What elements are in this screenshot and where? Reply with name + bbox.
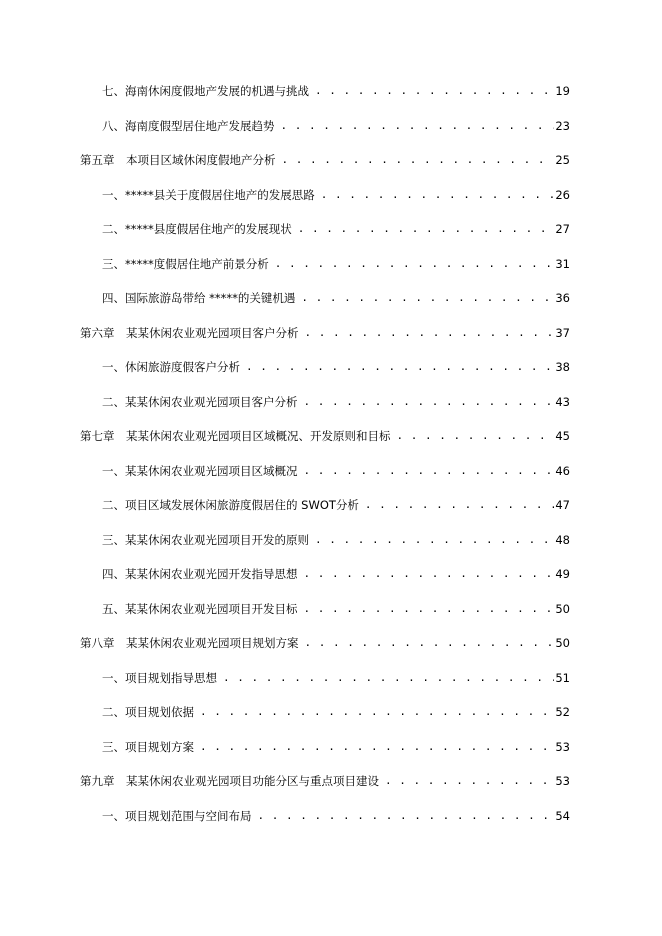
toc-entry[interactable] bbox=[102, 701, 570, 719]
toc-entry-page: 25 bbox=[555, 153, 570, 167]
toc-entry-title: 四、某某休闲农业观光园开发指导思想 bbox=[102, 567, 298, 581]
toc-entry-title: 第七章 某某休闲农业观光园项目区域概况、开发原则和目标 bbox=[80, 429, 391, 443]
toc-entry-page: 27 bbox=[555, 222, 570, 236]
toc-entry-page: 49 bbox=[555, 567, 570, 581]
toc-entry[interactable] bbox=[102, 253, 570, 271]
toc-entry-page: 37 bbox=[555, 326, 570, 340]
dot-leader bbox=[281, 119, 555, 133]
toc-entry[interactable] bbox=[102, 563, 570, 581]
toc-chapter-entry[interactable] bbox=[80, 149, 570, 167]
toc-entry-title: 五、某某休闲农业观光园项目开发目标 bbox=[102, 602, 298, 616]
toc-entry[interactable] bbox=[102, 736, 570, 754]
toc-entry-page: 23 bbox=[555, 119, 570, 133]
toc-entry[interactable] bbox=[102, 218, 570, 236]
dot-leader bbox=[258, 809, 555, 823]
toc-entry[interactable] bbox=[102, 529, 570, 547]
toc-entry-page: 31 bbox=[555, 257, 570, 271]
toc-entry[interactable] bbox=[102, 391, 570, 409]
dot-leader bbox=[246, 360, 554, 374]
toc-entry[interactable] bbox=[102, 356, 570, 374]
toc-entry-title: 七、海南休闲度假地产发展的机遇与挑战 bbox=[102, 84, 309, 98]
dot-leader bbox=[397, 429, 555, 443]
dot-leader bbox=[282, 153, 555, 167]
toc-entry-page: 26 bbox=[555, 188, 570, 202]
toc-entry-page: 50 bbox=[555, 636, 570, 650]
toc-entry-title: 四、国际旅游岛带给 *****的关键机遇 bbox=[102, 291, 296, 305]
toc-entry-title: 二、某某休闲农业观光园项目客户分析 bbox=[102, 395, 298, 409]
toc-entry-page: 54 bbox=[555, 809, 570, 823]
dot-leader bbox=[304, 567, 555, 581]
dot-leader bbox=[321, 188, 555, 202]
toc-entry-title: 一、项目规划范围与空间布局 bbox=[102, 809, 252, 823]
dot-leader bbox=[305, 326, 555, 340]
toc-entry-title: 二、*****县度假居住地产的发展现状 bbox=[102, 222, 292, 236]
toc-entry[interactable] bbox=[102, 460, 570, 478]
toc-entry-page: 45 bbox=[555, 429, 570, 443]
dot-leader bbox=[304, 464, 555, 478]
toc-entry-page: 50 bbox=[555, 602, 570, 616]
toc-entry[interactable] bbox=[102, 287, 570, 305]
toc-entry[interactable] bbox=[102, 494, 570, 512]
dot-leader bbox=[305, 636, 555, 650]
toc-entry[interactable] bbox=[102, 184, 570, 202]
dot-leader bbox=[223, 671, 554, 685]
toc-entry[interactable] bbox=[102, 115, 570, 133]
dot-leader bbox=[200, 705, 554, 719]
toc-entry-page: 38 bbox=[555, 360, 570, 374]
toc-entry-title: 八、海南度假型居住地产发展趋势 bbox=[102, 119, 275, 133]
toc-entry-title: 三、*****度假居住地产前景分析 bbox=[102, 257, 269, 271]
dot-leader bbox=[304, 395, 555, 409]
dot-leader bbox=[315, 84, 554, 98]
dot-leader bbox=[275, 257, 555, 271]
toc-chapter-entry[interactable] bbox=[80, 425, 570, 443]
toc-entry-page: 46 bbox=[555, 464, 570, 478]
toc-entry-title: 第八章 某某休闲农业观光园项目规划方案 bbox=[80, 636, 299, 650]
toc-entry[interactable] bbox=[102, 667, 570, 685]
toc-entry-title: 第九章 某某休闲农业观光园项目功能分区与重点项目建设 bbox=[80, 774, 379, 788]
toc-entry-page: 51 bbox=[555, 671, 570, 685]
toc-entry[interactable] bbox=[102, 80, 570, 98]
toc-chapter-entry[interactable] bbox=[80, 322, 570, 340]
toc-entry-title: 三、项目规划方案 bbox=[102, 740, 194, 754]
toc-entry-title: 一、*****县关于度假居住地产的发展思路 bbox=[102, 188, 315, 202]
toc-entry-title: 第六章 某某休闲农业观光园项目客户分析 bbox=[80, 326, 299, 340]
toc-entry-page: 53 bbox=[555, 740, 570, 754]
toc-chapter-entry[interactable] bbox=[80, 770, 570, 788]
toc-entry-title: 二、项目规划依据 bbox=[102, 705, 194, 719]
toc-entry-title: 三、某某休闲农业观光园项目开发的原则 bbox=[102, 533, 309, 547]
dot-leader bbox=[365, 498, 554, 512]
toc-entry-page: 48 bbox=[555, 533, 570, 547]
toc-entry-page: 52 bbox=[555, 705, 570, 719]
toc-entry-page: 36 bbox=[555, 291, 570, 305]
toc-entry-title: 第五章 本项目区域休闲度假地产分析 bbox=[80, 153, 276, 167]
toc-entry-title: 一、休闲旅游度假客户分析 bbox=[102, 360, 240, 374]
dot-leader bbox=[301, 291, 554, 305]
dot-leader bbox=[298, 222, 555, 236]
toc-chapter-entry[interactable] bbox=[80, 632, 570, 650]
dot-leader bbox=[385, 774, 554, 788]
dot-leader bbox=[304, 602, 555, 616]
toc-entry[interactable] bbox=[102, 598, 570, 616]
toc-entry-title: 一、某某休闲农业观光园项目区域概况 bbox=[102, 464, 298, 478]
toc-entry-page: 43 bbox=[555, 395, 570, 409]
toc-entry-page: 19 bbox=[555, 84, 570, 98]
toc-entry-title: 二、项目区域发展休闲旅游度假居住的 SWOT分析 bbox=[102, 498, 359, 512]
toc-entry-title: 一、项目规划指导思想 bbox=[102, 671, 217, 685]
toc-entry[interactable] bbox=[102, 805, 570, 823]
dot-leader bbox=[200, 740, 554, 754]
toc-entry-page: 47 bbox=[555, 498, 570, 512]
dot-leader bbox=[315, 533, 554, 547]
toc-entry-page: 53 bbox=[555, 774, 570, 788]
